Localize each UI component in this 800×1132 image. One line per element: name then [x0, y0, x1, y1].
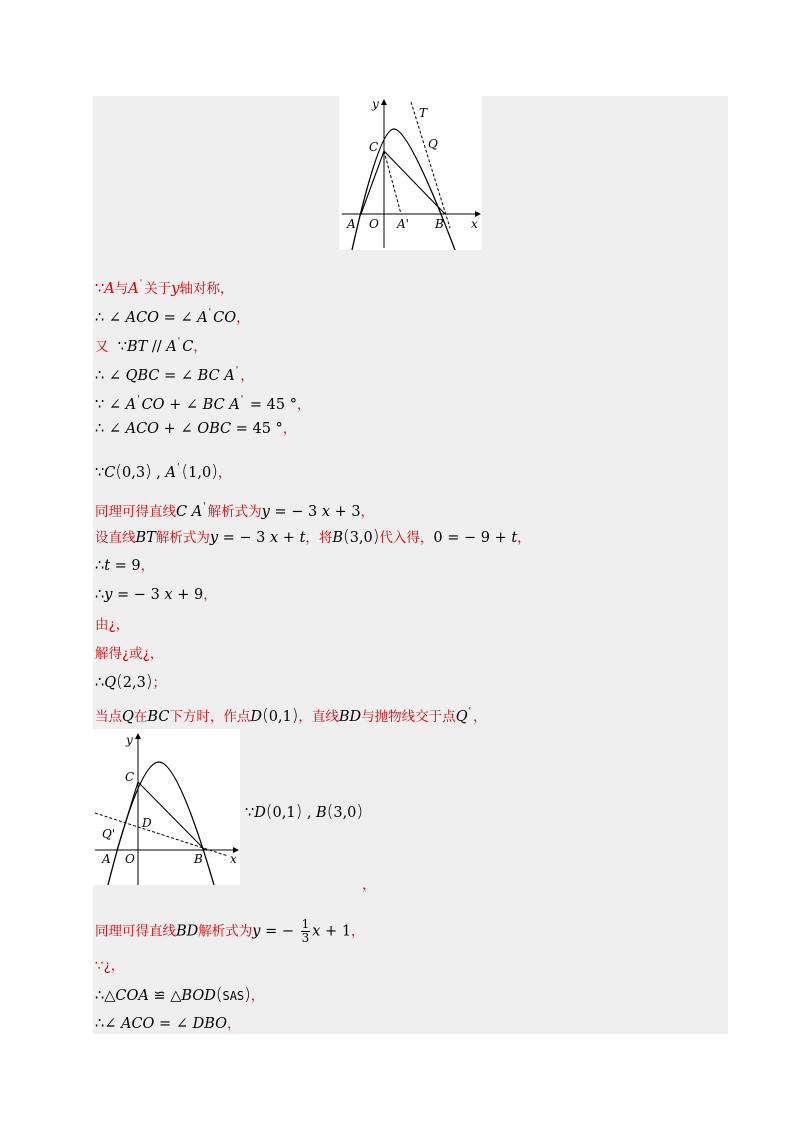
parabola-graph-1 — [339, 96, 482, 250]
line-4: ∴ ∠ QBC = ∠ BC A' ， — [95, 366, 254, 384]
label-b: B — [435, 217, 444, 231]
parabola-curve — [108, 762, 214, 885]
label-x: x — [471, 217, 478, 231]
label-x: x — [230, 852, 237, 866]
label-a: A — [102, 852, 111, 866]
line-5: ∵ ∠ A' CO + ∠ BC A' = 45 °， — [95, 395, 311, 413]
line-7: ∵C(0,3) , A' (1,0)， — [95, 462, 232, 482]
line-10: ∴t = 9， — [95, 558, 155, 574]
line-16-end: ， — [362, 877, 376, 893]
line-15: 当点Q在BC下方时，作点D(0,1)，直线BD与抛物线交于点Q' ， — [95, 706, 487, 726]
parabola-graph-2 — [93, 729, 240, 885]
label-a: A — [347, 217, 356, 231]
line-3: 又 ∵BT // A' C， — [95, 337, 207, 355]
line-19: ∴△COA ≌ △BOD(SAS)， — [95, 985, 265, 1005]
label-y: y — [372, 97, 379, 111]
label-a-prime: A' — [397, 217, 409, 231]
triangle-acb — [361, 151, 445, 214]
label-o: O — [369, 217, 379, 231]
fraction-one-third: $\frac{1}{3}$ — [301, 917, 310, 945]
line-9: 设直线BT解析式为y = − 3 x + t，将B(3,0)代入得，0 = − 9 + t， — [95, 527, 531, 547]
label-c: C — [369, 140, 379, 154]
line-6: ∴ ∠ ACO + ∠ OBC = 45 °， — [95, 421, 297, 437]
label-d: D — [142, 816, 152, 830]
label-o: O — [125, 852, 135, 866]
line-14: ∴Q(2,3)； — [95, 672, 166, 692]
parabola-curve — [352, 129, 455, 250]
line-1: ∵A与A' 关于y轴对称， — [95, 279, 234, 297]
label-y: y — [126, 733, 133, 747]
line-20: ∴∠ ACO = ∠ DBO， — [95, 1016, 241, 1032]
label-t: T — [419, 106, 428, 120]
line-2: ∴ ∠ ACO = ∠ A' CO， — [95, 308, 250, 326]
line-16: ∵D(0,1) , B(3,0) — [245, 802, 364, 822]
label-q-prime: Q' — [102, 827, 116, 841]
line-bt — [411, 102, 450, 228]
line-11: ∴y = − 3 x + 9， — [95, 587, 217, 603]
label-c: C — [125, 770, 135, 784]
line-12: 由¿， — [95, 617, 130, 633]
label-q: Q — [428, 137, 438, 151]
line-17: 同理可得直线BD解析式为y = − $\frac{1}{3}$ x + 1， — [95, 917, 365, 945]
line-8: 同理可得直线C A' 解析式为y = − 3 x + 3， — [95, 502, 375, 520]
parabola-figure-2 — [93, 729, 240, 885]
parabola-figure-1 — [339, 96, 482, 250]
line-18: ∵¿， — [95, 958, 125, 974]
label-b: B — [194, 852, 203, 866]
line-13: 解得¿或¿， — [95, 646, 164, 662]
